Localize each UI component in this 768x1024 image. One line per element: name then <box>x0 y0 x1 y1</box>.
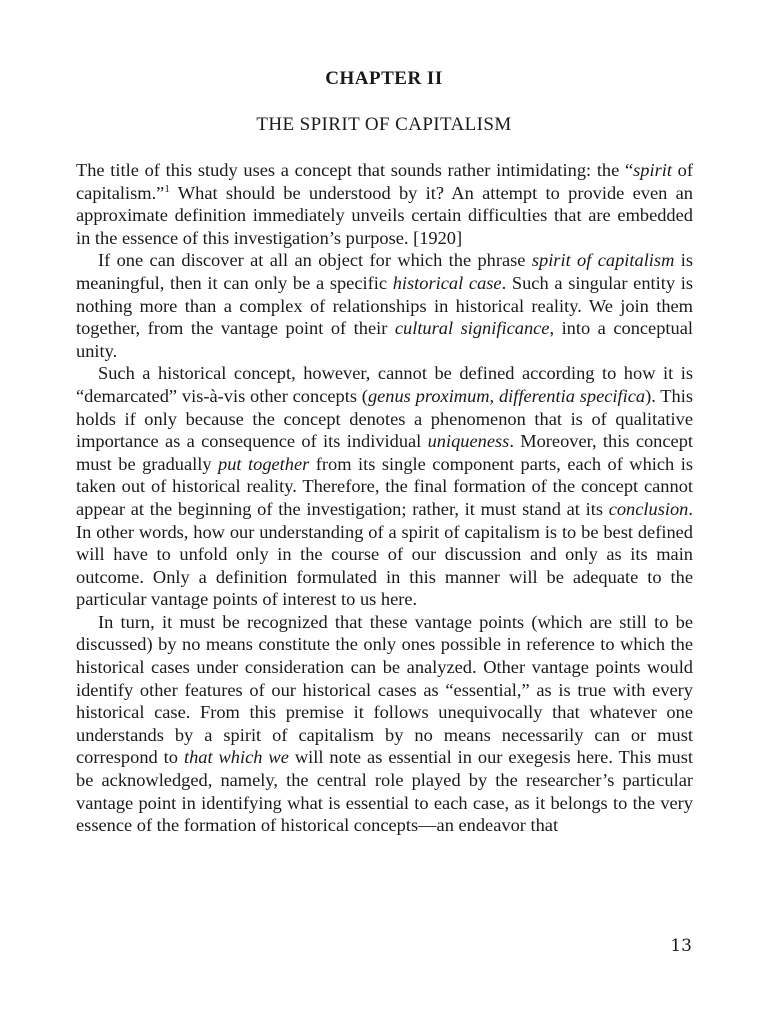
p4-italic-b: that which we <box>183 747 289 768</box>
p4-text-c: will note as essential in our exegesis here. This must be acknowledged, namely, the central role played by the researcher’s particular vantage point in identifying what is essential to each case, as it belongs to the very essence of the formation of historical concepts—an endeavor that <box>76 747 693 836</box>
paragraph-1 <box>76 159 693 249</box>
p4-text-a: In turn, it must be recognized that these vantage points (which are still to be discussed) by no means constitute the only ones possible in reference to which the historical cases under consideration can be analyzed. Other vantage points would identify other features of our historical cases as “essential,” as is true with every historical case. From this premise it follows unequivocally that whatever one understands by a spirit of capitalism by no means necessarily can or must correspond to <box>76 611 693 768</box>
footnote-marker[interactable]: 1 <box>164 182 170 195</box>
body-text <box>76 159 693 837</box>
p3-italic-d: uniqueness <box>427 431 510 452</box>
chapter-title: THE SPIRIT OF CAPITALISM <box>256 114 512 135</box>
p2-italic-b: spirit of capitalism <box>531 250 675 271</box>
p2-italic-f: cultural significance <box>394 318 550 339</box>
p3-text-e: . Moreover, this concept must be gradually <box>76 431 693 474</box>
p3-text-g: from its single component parts, each of which is taken out of historical reality. Therefore, the final formation of the concept cannot appear at the beginning of the investigation; rather, it must stand at its <box>76 453 693 519</box>
paragraph-3 <box>76 362 693 611</box>
p1-text-d: What should be understood by it? An attempt to provide even an approximate definition immediately unveils certain difficulties that are embedded in the essence of this investigation’s purpose. [1920] <box>76 182 693 248</box>
p1-text-a: The title of this study uses a concept that sounds rather intimidating: the “ <box>76 160 634 180</box>
p2-italic-d: historical case <box>392 272 502 293</box>
paragraph-4 <box>76 611 693 837</box>
p2-text-g: , into a conceptual unity. <box>76 318 693 361</box>
p3-text-c: ). This holds if only because the concept denotes a phenomenon that is of qualitative importance as a consequence of its individual <box>76 385 693 452</box>
p3-italic-b: genus proximum, differentia specifica <box>367 385 646 406</box>
p3-text-i: . In other words, how our understanding of a spirit of capitalism is to be best defined will have to unfold only in the course of our discussion and only as its main outcome. Only a definition formulated in this manner will be adequate to the particular vantage points of interest to us here. <box>76 498 693 610</box>
page-number: 13 <box>670 936 692 956</box>
p2-text-e: . Such a singular entity is nothing more than a complex of relationships in historical reality. We join them together, from the vantage point of their <box>76 272 694 339</box>
p1-italic-spirit: spirit <box>633 160 672 180</box>
paragraph-2 <box>76 249 693 362</box>
chapter-label: CHAPTER II <box>325 68 443 89</box>
p1-text-c: of capitalism.” <box>76 160 693 203</box>
p3-italic-h: conclusion <box>608 498 689 519</box>
p3-text-a: Such a historical concept, however, cannot be defined according to how it is “demarcated” vis-à-vis other concepts ( <box>76 363 693 406</box>
p3-italic-f: put together <box>218 453 310 474</box>
p2-text-c: is meaningful, then it can only be a specific <box>76 250 693 293</box>
p2-text-a: If one can discover at all an object for which the phrase <box>98 250 532 271</box>
